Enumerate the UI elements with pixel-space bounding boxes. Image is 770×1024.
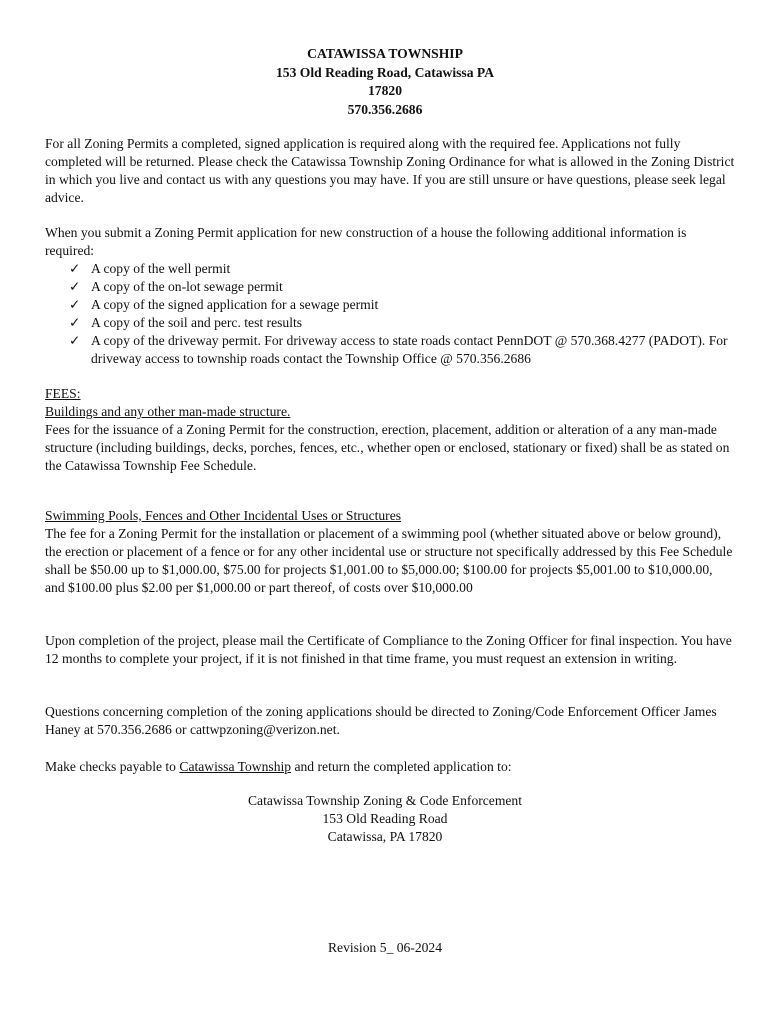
buildings-paragraph: Fees for the issuance of a Zoning Permit for the construction, erection, placement, addition or alteration of a any man-made structure (including buildings, decks, porches, fences, etc., whether open or enclosed, stationary or fixed) shall be as stated on the Catawissa Township Fee Schedule. bbox=[45, 422, 730, 473]
questions-paragraph: Questions concerning completion of the zoning applications should be directed to Zoning/Code Enforcement Officer James Haney at 570.356.2686 or cattwpzoning@verizon.net. bbox=[45, 704, 717, 737]
township-name: CATAWISSA TOWNSHIP bbox=[307, 46, 463, 61]
list-item: ✓ A copy of the signed application for a sewage permit bbox=[69, 297, 379, 312]
document-header bbox=[0, 45, 770, 119]
checkmark-icon: ✓ bbox=[69, 261, 81, 276]
list-item: ✓ A copy of the driveway permit. For driveway access to state roads contact PennDOT @ 570.368.4277 (PADOT). For driveway access to township roads contact the Township Office @ 570.356.2686 bbox=[69, 333, 728, 366]
checkmark-icon: ✓ bbox=[69, 333, 81, 348]
fees-section bbox=[45, 385, 735, 475]
checkmark-icon: ✓ bbox=[69, 279, 81, 294]
intro-section bbox=[45, 135, 735, 207]
pools-heading: Swimming Pools, Fences and Other Incidental Uses or Structures bbox=[45, 508, 402, 523]
completion-paragraph: Upon completion of the project, please mail the Certificate of Compliance to the Zoning Officer for final inspection. You have 12 months to complete your project, if it is not finished in that time frame, you must request an extension in writing. bbox=[45, 633, 732, 666]
questions-section bbox=[45, 703, 735, 739]
return-address bbox=[0, 792, 770, 846]
new-construction-lead: When you submit a Zoning Permit application for new construction of a house the following additional information is required: bbox=[45, 225, 687, 258]
completion-section bbox=[45, 632, 735, 668]
buildings-heading: Buildings and any other man-made structure. bbox=[45, 404, 291, 419]
township-phone: 570.356.2686 bbox=[347, 101, 423, 117]
township-address: 153 Old Reading Road, Catawissa PA bbox=[275, 64, 495, 80]
township-zip: 17820 bbox=[368, 83, 402, 98]
return-address-line: Catawissa Township Zoning & Code Enforcement bbox=[247, 793, 523, 808]
pools-paragraph: The fee for a Zoning Permit for the installation or placement of a swimming pool (whether situated above or below ground), the erection or placement of a fence or for any other incidental use or structure not specifically addressed by this Fee Schedule shall be $50.00 up to $1,000.00, $75.00 for projects $1,001.00 to $5,000.00; $100.00 for projects $5,001.00 to $10,000.00, and $100.00 plus $2.00 per $1,000.00 or part thereof, of costs over $10,000.00 bbox=[45, 526, 733, 595]
pools-section bbox=[45, 507, 735, 597]
new-construction-section bbox=[45, 224, 735, 368]
fees-heading: FEES: bbox=[45, 386, 81, 401]
payable-section bbox=[45, 758, 735, 776]
list-item: ✓ A copy of the soil and perc. test results bbox=[69, 315, 303, 330]
checkmark-icon: ✓ bbox=[69, 315, 81, 330]
revision-note: Revision 5_ 06-2024 bbox=[327, 940, 443, 955]
payable-paragraph: Make checks payable to Catawissa Township and return the completed application to: bbox=[45, 759, 512, 774]
list-item: ✓ A copy of the on-lot sewage permit bbox=[69, 279, 283, 294]
checkmark-icon: ✓ bbox=[69, 297, 81, 312]
return-address-line: Catawissa, PA 17820 bbox=[327, 829, 443, 844]
list-item: ✓ A copy of the well permit bbox=[69, 261, 231, 276]
return-address-line: 153 Old Reading Road bbox=[322, 811, 448, 826]
intro-paragraph: For all Zoning Permits a completed, signed application is required along with the required fee. Applications not fully completed will be returned. Please check the Catawissa Township Zoning Ordinance for what is allowed in the Zoning District in which you live and contact us with any questions you may have. If you are still unsure or have questions, please seek legal advice. bbox=[45, 136, 735, 205]
requirements-list bbox=[45, 260, 735, 368]
payee-name: Catawissa Township bbox=[179, 759, 292, 774]
